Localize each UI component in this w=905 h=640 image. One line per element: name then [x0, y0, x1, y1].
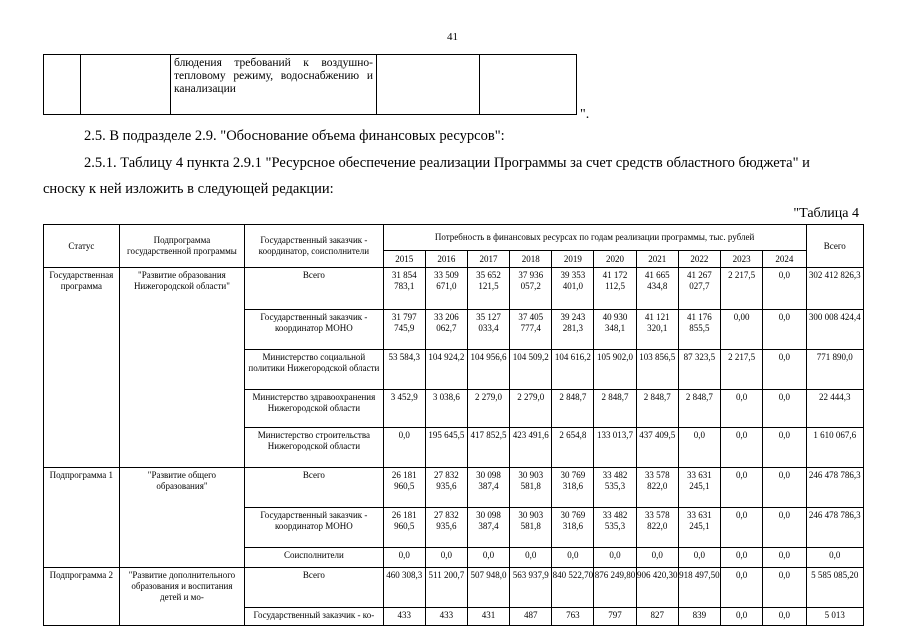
header-customer: Государственный заказчик - координатор, соисполнители: [245, 225, 383, 268]
value-cell: 26 181 960,5: [383, 508, 425, 548]
value-cell: 39 243 281,3: [552, 310, 594, 350]
value-cell: 30 769 318,6: [552, 468, 594, 508]
value-cell: 2 848,7: [678, 390, 720, 428]
value-cell: 797: [594, 608, 636, 626]
value-cell: 0,0: [763, 508, 806, 548]
value-cell: 563 937,9: [510, 568, 552, 608]
total-cell: 771 890,0: [806, 350, 863, 390]
header-status: Статус: [44, 225, 120, 268]
value-cell: 37 405 777,4: [510, 310, 552, 350]
value-cell: 41 172 112,5: [594, 268, 636, 310]
value-cell: 30 098 387,4: [467, 508, 509, 548]
value-cell: 39 353 401,0: [552, 268, 594, 310]
value-cell: 0,0: [636, 548, 678, 568]
value-cell: 35 127 033,4: [467, 310, 509, 350]
customer-cell: Министерство социальной политики Нижегородской области: [245, 350, 383, 390]
value-cell: 0,0: [720, 608, 762, 626]
customer-cell: Соисполнители: [245, 548, 383, 568]
status-cell: Государственная программа: [44, 268, 120, 468]
header-year: 2020: [594, 251, 636, 268]
header-year: 2017: [467, 251, 509, 268]
value-cell: 35 652 121,5: [467, 268, 509, 310]
value-cell: 33 578 822,0: [636, 508, 678, 548]
value-cell: 507 948,0: [467, 568, 509, 608]
value-cell: 0,0: [720, 508, 762, 548]
value-cell: 0,0: [763, 428, 806, 468]
value-cell: 839: [678, 608, 720, 626]
header-year: 2016: [425, 251, 467, 268]
value-cell: 3 038,6: [425, 390, 467, 428]
value-cell: 417 852,5: [467, 428, 509, 468]
value-cell: 195 645,5: [425, 428, 467, 468]
value-cell: 0,0: [763, 568, 806, 608]
header-need: Потребность в финансовых ресурсах по годам реализации программы, тыс. рублей: [383, 225, 806, 251]
value-cell: 876 249,80: [594, 568, 636, 608]
value-cell: 906 420,30: [636, 568, 678, 608]
fragment-text: блюдения требований к воздушно-тепловому режиму, водоснабжению и канализации: [171, 55, 377, 115]
value-cell: 53 584,3: [383, 350, 425, 390]
value-cell: 0,0: [763, 390, 806, 428]
value-cell: 918 497,50: [678, 568, 720, 608]
value-cell: 2 848,7: [636, 390, 678, 428]
paragraph-2-5-1: 2.5.1. Таблицу 4 пункта 2.9.1 "Ресурсное обеспечение реализации Программы за счет средств областного бюджета" и: [84, 155, 810, 171]
status-cell: Подпрограмма 2: [44, 568, 120, 626]
header-year: 2023: [720, 251, 762, 268]
previous-table-fragment: [43, 54, 577, 115]
table-row: [44, 468, 864, 508]
value-cell: 431: [467, 608, 509, 626]
value-cell: 37 936 057,2: [510, 268, 552, 310]
value-cell: 0,0: [763, 310, 806, 350]
value-cell: 0,0: [467, 548, 509, 568]
page-number: 41: [447, 31, 458, 43]
value-cell: 33 631 245,1: [678, 468, 720, 508]
value-cell: 41 267 027,7: [678, 268, 720, 310]
value-cell: 2 279,0: [467, 390, 509, 428]
value-cell: 27 832 935,6: [425, 468, 467, 508]
value-cell: 0,0: [425, 548, 467, 568]
value-cell: 0,0: [763, 468, 806, 508]
status-cell: Подпрограмма 1: [44, 468, 120, 568]
value-cell: 30 769 318,6: [552, 508, 594, 548]
customer-cell: Министерство строительства Нижегородской области: [245, 428, 383, 468]
header-year: 2021: [636, 251, 678, 268]
value-cell: 2 848,7: [594, 390, 636, 428]
customer-cell: Всего: [245, 568, 383, 608]
customer-cell: Государственный заказчик - ко-: [245, 608, 383, 626]
table-row: [44, 268, 864, 310]
value-cell: 2 217,5: [720, 268, 762, 310]
value-cell: 30 903 581,8: [510, 508, 552, 548]
value-cell: 33 206 062,7: [425, 310, 467, 350]
value-cell: 27 832 935,6: [425, 508, 467, 548]
paragraph-2-5: 2.5. В подразделе 2.9. "Обоснование объема финансовых ресурсов":: [84, 128, 505, 144]
total-cell: 0,0: [806, 548, 863, 568]
header-year: 2024: [763, 251, 806, 268]
value-cell: 487: [510, 608, 552, 626]
value-cell: 40 930 348,1: [594, 310, 636, 350]
resource-table: [43, 224, 864, 626]
value-cell: 41 665 434,8: [636, 268, 678, 310]
value-cell: 0,0: [678, 548, 720, 568]
value-cell: 26 181 960,5: [383, 468, 425, 508]
paragraph-continuation: сноску к ней изложить в следующей редакции:: [43, 181, 334, 197]
value-cell: 0,0: [552, 548, 594, 568]
value-cell: 30 903 581,8: [510, 468, 552, 508]
subprogram-cell: "Развитие общего образования": [119, 468, 244, 568]
value-cell: 133 013,7: [594, 428, 636, 468]
value-cell: 31 854 783,1: [383, 268, 425, 310]
total-cell: 302 412 826,3: [806, 268, 863, 310]
value-cell: 33 482 535,3: [594, 508, 636, 548]
value-cell: 105 902,0: [594, 350, 636, 390]
value-cell: 0,0: [763, 548, 806, 568]
header-subprogram: Подпрограмма государственной программы: [119, 225, 244, 268]
table-caption: "Таблица 4: [793, 206, 859, 221]
value-cell: 104 509,2: [510, 350, 552, 390]
value-cell: 87 323,5: [678, 350, 720, 390]
value-cell: 0,0: [383, 428, 425, 468]
value-cell: 0,0: [720, 568, 762, 608]
value-cell: 763: [552, 608, 594, 626]
value-cell: 3 452,9: [383, 390, 425, 428]
header-year: 2022: [678, 251, 720, 268]
value-cell: 0,0: [383, 548, 425, 568]
header-year: 2018: [510, 251, 552, 268]
value-cell: 33 578 822,0: [636, 468, 678, 508]
value-cell: 33 482 535,3: [594, 468, 636, 508]
subprogram-cell: "Развитие дополнительного образования и воспитания детей и мо-: [119, 568, 244, 626]
total-cell: 1 610 067,6: [806, 428, 863, 468]
header-year: 2019: [552, 251, 594, 268]
total-cell: 246 478 786,3: [806, 468, 863, 508]
value-cell: 104 924,2: [425, 350, 467, 390]
header-total: Всего: [806, 225, 863, 268]
value-cell: 41 176 855,5: [678, 310, 720, 350]
value-cell: 0,0: [763, 268, 806, 310]
value-cell: 0,0: [763, 608, 806, 626]
customer-cell: Всего: [245, 268, 383, 310]
total-cell: 22 444,3: [806, 390, 863, 428]
total-cell: 5 013: [806, 608, 863, 626]
subprogram-cell: "Развитие образования Нижегородской области": [119, 268, 244, 468]
value-cell: 30 098 387,4: [467, 468, 509, 508]
value-cell: 433: [425, 608, 467, 626]
value-cell: 103 856,5: [636, 350, 678, 390]
value-cell: 0,0: [720, 468, 762, 508]
total-cell: 300 008 424,4: [806, 310, 863, 350]
value-cell: 0,0: [678, 428, 720, 468]
value-cell: 0,0: [720, 428, 762, 468]
value-cell: 104 956,6: [467, 350, 509, 390]
customer-cell: Государственный заказчик - координатор МОНО: [245, 310, 383, 350]
value-cell: 2 654,8: [552, 428, 594, 468]
value-cell: 0,0: [510, 548, 552, 568]
table-row: [44, 568, 864, 608]
value-cell: 433: [383, 608, 425, 626]
value-cell: 31 797 745,9: [383, 310, 425, 350]
value-cell: 33 509 671,0: [425, 268, 467, 310]
closing-quote: ".: [580, 107, 590, 122]
value-cell: 0,0: [720, 390, 762, 428]
value-cell: 0,0: [763, 350, 806, 390]
value-cell: 2 848,7: [552, 390, 594, 428]
value-cell: 827: [636, 608, 678, 626]
value-cell: 104 616,2: [552, 350, 594, 390]
value-cell: 41 121 320,1: [636, 310, 678, 350]
customer-cell: Государственный заказчик - координатор МОНО: [245, 508, 383, 548]
value-cell: 437 409,5: [636, 428, 678, 468]
value-cell: 511 200,7: [425, 568, 467, 608]
value-cell: 2 279,0: [510, 390, 552, 428]
value-cell: 0,0: [720, 548, 762, 568]
customer-cell: Всего: [245, 468, 383, 508]
header-year: 2015: [383, 251, 425, 268]
value-cell: 2 217,5: [720, 350, 762, 390]
value-cell: 0,00: [720, 310, 762, 350]
customer-cell: Министерство здравоохранения Нижегородской области: [245, 390, 383, 428]
value-cell: 0,0: [594, 548, 636, 568]
value-cell: 460 308,3: [383, 568, 425, 608]
value-cell: 423 491,6: [510, 428, 552, 468]
total-cell: 5 585 085,20: [806, 568, 863, 608]
value-cell: 33 631 245,1: [678, 508, 720, 548]
total-cell: 246 478 786,3: [806, 508, 863, 548]
value-cell: 840 522,70: [552, 568, 594, 608]
